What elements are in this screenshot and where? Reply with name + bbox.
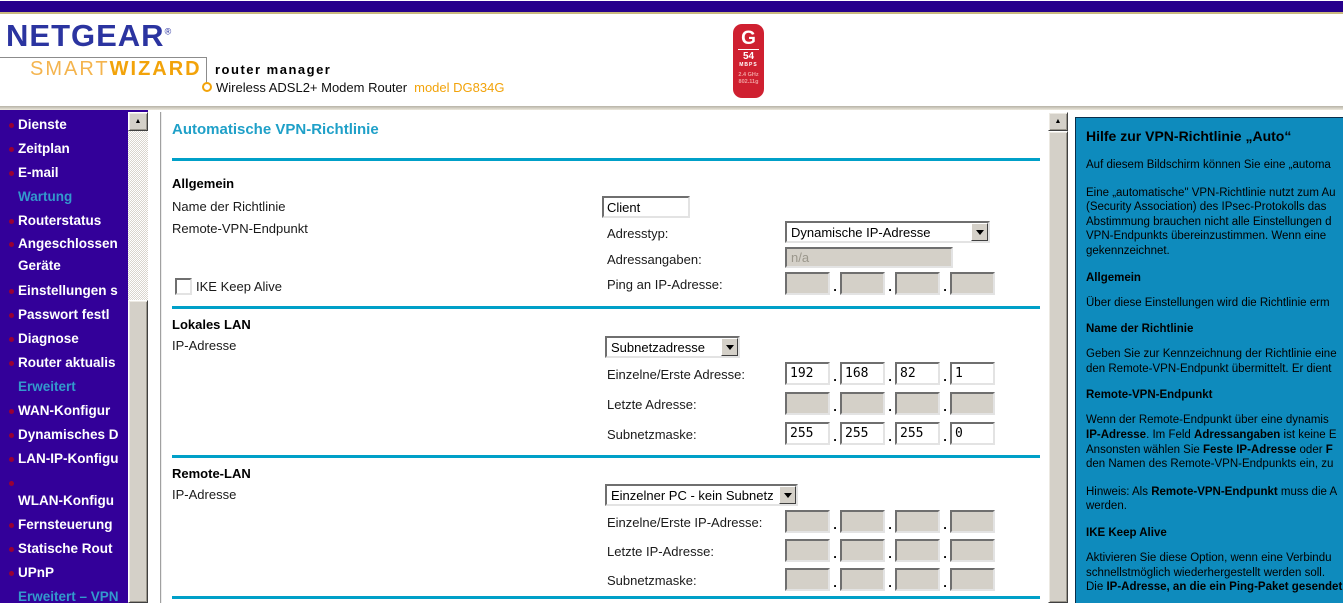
bullet-icon bbox=[9, 481, 14, 486]
ip-octet-input bbox=[840, 510, 885, 533]
wizard-text: WIZARD bbox=[109, 58, 202, 80]
ip-dot-separator: . bbox=[943, 429, 947, 444]
local-ip-label: IP-Adresse bbox=[172, 338, 237, 353]
help-subheading: IKE Keep Alive bbox=[1086, 526, 1167, 539]
sidebar-item-label: Dienste bbox=[18, 117, 67, 132]
remote-last-address-label: Letzte IP-Adresse: bbox=[607, 544, 714, 559]
ip-dot-separator: . bbox=[833, 575, 837, 590]
help-text: Ansonsten wählen Sie bbox=[1086, 443, 1203, 456]
sidebar-item-label: Erweitert bbox=[18, 379, 76, 394]
ip-octet-input bbox=[895, 272, 940, 295]
ip-octet-input bbox=[785, 272, 830, 295]
ip-octet-input bbox=[895, 510, 940, 533]
local-subnet-mask-label: Subnetzmaske: bbox=[607, 427, 697, 442]
help-text: Wenn der Remote-Endpunkt über eine dynamis bbox=[1086, 414, 1329, 427]
bullet-icon bbox=[9, 171, 14, 176]
sidebar-scrollbar[interactable] bbox=[128, 112, 148, 603]
ip-dot-separator: . bbox=[943, 279, 947, 294]
local-first-address-label: Einzelne/Erste Adresse: bbox=[607, 367, 746, 382]
help-text: den Namen des Remote-VPN-Endpunkts ein, zu bbox=[1086, 458, 1334, 471]
ip-dot-separator: . bbox=[943, 369, 947, 384]
ip-dot-separator: . bbox=[888, 279, 892, 294]
page-title: Automatische VPN-Richtlinie bbox=[172, 121, 379, 138]
ip-octet-input bbox=[785, 539, 830, 562]
ip-dot-separator: . bbox=[888, 517, 892, 532]
ping-ip-label: Ping an IP-Adresse: bbox=[607, 277, 723, 292]
sidebar-item-dienste[interactable] bbox=[0, 113, 128, 137]
scroll-up-icon: ▲ bbox=[134, 118, 142, 125]
local-last-address-group bbox=[785, 392, 995, 415]
wireless-g-badge bbox=[733, 24, 764, 98]
ip-octet-input[interactable]: 168 bbox=[840, 362, 885, 385]
help-subheading: Remote-VPN-Endpunkt bbox=[1086, 389, 1213, 402]
help-title: Hilfe zur VPN-Richtlinie „Auto“ bbox=[1086, 128, 1292, 144]
remote-first-address-group bbox=[785, 510, 995, 533]
help-text: muss die A bbox=[1277, 485, 1338, 498]
sidebar-item-zeitplan[interactable] bbox=[0, 137, 128, 161]
bullet-icon bbox=[9, 361, 14, 366]
ip-octet-input bbox=[785, 568, 830, 591]
main-scrollbar[interactable] bbox=[1048, 112, 1068, 603]
help-text: ist keine E bbox=[1280, 428, 1337, 441]
help-text: . Im Feld bbox=[1146, 428, 1195, 441]
section-heading-remote-lan: Remote-LAN bbox=[172, 466, 251, 481]
ip-octet-input[interactable]: 0 bbox=[950, 422, 995, 445]
ip-octet-input bbox=[950, 272, 995, 295]
address-type-value: Dynamische IP-Adresse bbox=[791, 225, 931, 240]
sidebar-item-router-aktualis[interactable] bbox=[0, 351, 128, 375]
sidebar-item-label: Diagnose bbox=[18, 331, 79, 346]
ip-dot-separator: . bbox=[943, 575, 947, 590]
ip-octet-input[interactable]: 255 bbox=[840, 422, 885, 445]
sidebar-item-lan-ip-konfigu[interactable] bbox=[0, 447, 128, 471]
policy-name-label: Name der Richtlinie bbox=[172, 199, 286, 214]
ip-octet-input bbox=[950, 568, 995, 591]
divider bbox=[172, 455, 1040, 458]
help-panel bbox=[1075, 117, 1343, 603]
sidebar-item-label: E-mail bbox=[18, 165, 59, 180]
help-text-line bbox=[1086, 443, 1343, 458]
remote-last-address-group bbox=[785, 539, 995, 562]
sidebar-scroll-thumb[interactable] bbox=[128, 300, 148, 603]
router-manager-label: router manager bbox=[215, 62, 332, 77]
remote-endpoint-label: Remote-VPN-Endpunkt bbox=[172, 221, 308, 236]
sidebar-item-label: Einstellungen s bbox=[18, 283, 118, 298]
help-text: Auf diesem Bildschirm können Sie eine „automa bbox=[1086, 159, 1331, 171]
registered-mark: ® bbox=[164, 26, 173, 37]
arrow-glyph bbox=[726, 345, 734, 350]
arrow-glyph bbox=[976, 230, 984, 235]
sidebar-item-label: Routerstatus bbox=[18, 213, 102, 228]
ip-octet-input bbox=[895, 392, 940, 415]
top-navy-bar bbox=[0, 1, 1343, 12]
help-text: Über diese Einstellungen wird die Richtlinie erm bbox=[1086, 296, 1330, 309]
help-term-bold: Adressangaben bbox=[1194, 428, 1281, 441]
help-text-line bbox=[1086, 413, 1343, 428]
help-paragraph bbox=[1086, 347, 1343, 376]
bullet-icon bbox=[9, 289, 14, 294]
help-text: Aktivieren Sie diese Option, wenn eine Verbindu bbox=[1086, 551, 1332, 564]
main-scroll-thumb[interactable] bbox=[1048, 131, 1068, 603]
divider bbox=[172, 158, 1040, 161]
sidebar-item-angeschlossene-ger-te[interactable] bbox=[0, 233, 128, 279]
help-text-line bbox=[1086, 499, 1343, 514]
ip-dot-separator: . bbox=[943, 546, 947, 561]
ip-dot-separator: . bbox=[833, 279, 837, 294]
arrow-glyph bbox=[784, 493, 792, 498]
sidebar-item-routerstatus[interactable] bbox=[0, 209, 128, 233]
local-lan-mode-select[interactable] bbox=[605, 336, 740, 358]
ip-octet-input[interactable]: 1 bbox=[950, 362, 995, 385]
sidebar-item-label: Wartung bbox=[18, 189, 73, 204]
ip-dot-separator: . bbox=[888, 575, 892, 590]
ip-octet-input bbox=[950, 510, 995, 533]
ip-octet-input[interactable]: 255 bbox=[895, 422, 940, 445]
help-text-line bbox=[1086, 229, 1343, 244]
sidebar-nav bbox=[0, 110, 148, 603]
ike-keepalive-checkbox[interactable] bbox=[175, 278, 192, 295]
help-text: oder bbox=[1296, 443, 1326, 456]
help-text: schnellstmöglich wiederhergestellt werden soll. bbox=[1086, 566, 1326, 579]
section-heading-general: Allgemein bbox=[172, 176, 235, 191]
ip-dot-separator: . bbox=[943, 517, 947, 532]
ip-octet-input bbox=[840, 539, 885, 562]
sidebar-item-einstellungen-s[interactable] bbox=[0, 279, 128, 303]
help-text: (Security Association) des IPsec-Protokolls das bbox=[1086, 201, 1327, 214]
sidebar-scroll-up-button[interactable] bbox=[128, 112, 148, 131]
ip-dot-separator: . bbox=[888, 369, 892, 384]
ip-dot-separator: . bbox=[833, 399, 837, 414]
help-text-line bbox=[1086, 158, 1343, 173]
help-paragraph bbox=[1086, 296, 1343, 311]
bullet-icon bbox=[9, 409, 14, 414]
ip-dot-separator: . bbox=[888, 399, 892, 414]
help-text-line bbox=[1086, 215, 1343, 230]
help-paragraph bbox=[1086, 485, 1343, 514]
help-text: Hinweis: Als bbox=[1086, 485, 1152, 498]
help-text: Geben Sie zur Kennzeichnung der Richtlinie eine bbox=[1086, 348, 1337, 361]
smartwizard-logo bbox=[30, 58, 202, 81]
netgear-logo bbox=[6, 18, 172, 54]
ip-octet-input bbox=[840, 272, 885, 295]
ip-dot-separator: . bbox=[833, 369, 837, 384]
help-paragraph bbox=[1086, 551, 1343, 595]
ip-dot-separator: . bbox=[888, 429, 892, 444]
sidebar-section-erweitert-vpn bbox=[0, 585, 128, 603]
ip-dot-separator: . bbox=[833, 546, 837, 561]
remote-subnet-mask-group bbox=[785, 568, 995, 591]
address-data-value: n/a bbox=[791, 250, 810, 265]
help-text-line bbox=[1086, 457, 1343, 472]
help-paragraph bbox=[1086, 158, 1343, 173]
ip-dot-separator: . bbox=[943, 399, 947, 414]
badge-g-letter: G bbox=[741, 28, 756, 49]
section-heading-local-lan: Lokales LAN bbox=[172, 317, 251, 332]
ip-octet-input bbox=[785, 510, 830, 533]
sidebar-item-label: Angeschlossen bbox=[18, 236, 118, 251]
sidebar-item-diagnose[interactable] bbox=[0, 327, 128, 351]
divider bbox=[172, 596, 1040, 599]
local-lan-mode-value: Subnetzadresse bbox=[611, 340, 705, 355]
ip-dot-separator: . bbox=[888, 546, 892, 561]
ip-octet-input bbox=[950, 539, 995, 562]
dropdown-arrow-icon[interactable] bbox=[721, 338, 738, 356]
help-text-line bbox=[1086, 347, 1343, 362]
address-data-input bbox=[785, 247, 953, 268]
help-text-line bbox=[1086, 362, 1343, 377]
ip-octet-input bbox=[840, 568, 885, 591]
sidebar-item-blank[interactable] bbox=[0, 471, 128, 489]
product-name bbox=[216, 80, 504, 95]
help-paragraph bbox=[1086, 413, 1343, 471]
sidebar-item-label: Statische Rout bbox=[18, 541, 113, 556]
bullet-icon bbox=[9, 433, 14, 438]
help-text-line bbox=[1086, 244, 1343, 259]
divider bbox=[172, 306, 1040, 309]
bullet-icon bbox=[9, 123, 14, 128]
local-last-address-label: Letzte Adresse: bbox=[607, 397, 697, 412]
badge-unit: MBPS bbox=[739, 62, 758, 68]
address-type-label: Adresstyp: bbox=[607, 226, 669, 241]
sidebar-section-erweitert bbox=[0, 375, 128, 399]
bullet-icon bbox=[9, 337, 14, 342]
help-text: VPN-Endpunkts übereinzustimmen. Wenn eine bbox=[1086, 230, 1327, 243]
help-text-line bbox=[1086, 551, 1343, 566]
ip-octet-input bbox=[895, 568, 940, 591]
sidebar-item-label: Zeitplan bbox=[18, 141, 70, 156]
sidebar-item-label: Dynamisches D bbox=[18, 427, 119, 442]
header-separator bbox=[0, 106, 1343, 110]
help-term-bold: IP-Adresse bbox=[1086, 428, 1147, 441]
smartwizard-divider bbox=[206, 57, 207, 85]
netgear-logo-text: NETGEAR bbox=[6, 18, 165, 53]
help-text-line bbox=[1086, 566, 1343, 581]
sidebar-item-upnp[interactable] bbox=[0, 561, 128, 585]
ip-octet-input bbox=[785, 392, 830, 415]
bullet-icon bbox=[9, 147, 14, 152]
help-text-line bbox=[1086, 296, 1343, 311]
help-term-bold: F bbox=[1325, 443, 1333, 456]
dropdown-arrow-icon[interactable] bbox=[779, 486, 796, 504]
sidebar-item-label: LAN-IP-Konfigu bbox=[18, 451, 119, 466]
help-text: Eine „automatische" VPN-Richtlinie nutzt zum Au bbox=[1086, 186, 1336, 199]
product-name-text: Wireless ADSL2+ Modem Router bbox=[216, 80, 408, 95]
sidebar-item-statische-rout[interactable] bbox=[0, 537, 128, 561]
help-text-line bbox=[1086, 186, 1343, 201]
bullet-icon bbox=[9, 313, 14, 318]
policy-name-input[interactable] bbox=[602, 196, 690, 218]
address-data-label: Adressangaben: bbox=[607, 252, 702, 267]
sidebar-item-label: WLAN-Konfigu bbox=[18, 493, 114, 508]
bullet-icon bbox=[9, 571, 14, 576]
model-number: model DG834G bbox=[414, 80, 505, 95]
ip-dot-separator: . bbox=[833, 517, 837, 532]
badge-speed: 54 bbox=[742, 51, 755, 62]
orange-ring-icon bbox=[202, 82, 212, 92]
ip-octet-input[interactable]: 255 bbox=[785, 422, 830, 445]
dropdown-arrow-icon[interactable] bbox=[971, 223, 988, 241]
sidebar-item-fernsteuerung[interactable] bbox=[0, 513, 128, 537]
remote-lan-mode-value: Einzelner PC - kein Subnetz bbox=[611, 488, 774, 503]
sidebar-item-e-mail[interactable] bbox=[0, 161, 128, 185]
help-text: gekennzeichnet. bbox=[1086, 244, 1170, 257]
sidebar-item-label: UPnP bbox=[18, 565, 55, 580]
help-text: Die bbox=[1086, 581, 1107, 594]
sidebar-section-wartung bbox=[0, 185, 128, 209]
address-type-select[interactable] bbox=[785, 221, 990, 243]
ip-octet-input[interactable]: 82 bbox=[895, 362, 940, 385]
ip-octet-input[interactable]: 192 bbox=[785, 362, 830, 385]
scroll-up-icon: ▲ bbox=[1054, 118, 1062, 125]
smart-text: SMART bbox=[30, 58, 110, 80]
badge-rule bbox=[738, 49, 759, 50]
ip-octet-input bbox=[840, 392, 885, 415]
remote-first-address-label: Einzelne/Erste IP-Adresse: bbox=[607, 515, 763, 530]
badge-standard: 802.11g bbox=[738, 79, 759, 85]
bullet-icon bbox=[9, 457, 14, 462]
ike-keepalive-label: IKE Keep Alive bbox=[196, 279, 282, 294]
sidebar-item-label: WAN-Konfigur bbox=[18, 403, 111, 418]
sidebar-item-wan-konfigur[interactable] bbox=[0, 399, 128, 423]
remote-ip-label: IP-Adresse bbox=[172, 487, 237, 502]
bullet-icon bbox=[9, 547, 14, 552]
main-panel-border bbox=[160, 112, 162, 603]
bullet-icon bbox=[9, 242, 14, 247]
help-text-line bbox=[1086, 485, 1343, 500]
help-paragraph bbox=[1086, 186, 1343, 259]
local-first-address-group bbox=[785, 362, 995, 385]
help-term-bold: IP-Adresse, an die ein Ping-Paket gesendet bbox=[1106, 581, 1343, 594]
sidebar-item-label: Fernsteuerung bbox=[18, 517, 113, 532]
ip-octet-input bbox=[950, 392, 995, 415]
main-scroll-up-button[interactable] bbox=[1048, 112, 1068, 131]
bullet-icon bbox=[9, 523, 14, 528]
sidebar-item-dynamisches-d[interactable] bbox=[0, 423, 128, 447]
help-text-line bbox=[1086, 200, 1343, 215]
top-accent-line bbox=[0, 12, 1343, 14]
help-term-bold: Feste IP-Adresse bbox=[1203, 443, 1297, 456]
sidebar-item-label: Erweitert – VPN bbox=[18, 589, 119, 603]
sidebar-item-label: Geräte bbox=[18, 258, 61, 273]
help-text-line bbox=[1086, 580, 1343, 595]
ping-ip-group bbox=[785, 272, 995, 295]
help-text: Abstimmung brauchen nicht alle Einstellungen d bbox=[1086, 215, 1332, 228]
help-subheading: Allgemein bbox=[1086, 271, 1141, 284]
local-subnet-mask-group bbox=[785, 422, 995, 445]
help-subheading: Name der Richtlinie bbox=[1086, 323, 1194, 336]
sidebar-item-label: Router aktualis bbox=[18, 355, 116, 370]
help-text: werden. bbox=[1086, 500, 1127, 513]
badge-frequency: 2.4 GHz bbox=[738, 72, 759, 78]
help-term-bold: Remote-VPN-Endpunkt bbox=[1151, 485, 1278, 498]
ip-octet-input bbox=[895, 539, 940, 562]
help-text-line bbox=[1086, 428, 1343, 443]
remote-subnet-mask-label: Subnetzmaske: bbox=[607, 573, 697, 588]
sidebar-item-wlan-konfigu[interactable] bbox=[0, 489, 128, 513]
help-text: den Remote-VPN-Endpunkt übermittelt. Er dient bbox=[1086, 362, 1332, 375]
remote-lan-mode-select[interactable] bbox=[605, 484, 798, 506]
ip-dot-separator: . bbox=[833, 429, 837, 444]
bullet-icon bbox=[9, 219, 14, 224]
sidebar-item-passwort-festl[interactable] bbox=[0, 303, 128, 327]
sidebar-item-label: Passwort festl bbox=[18, 307, 110, 322]
